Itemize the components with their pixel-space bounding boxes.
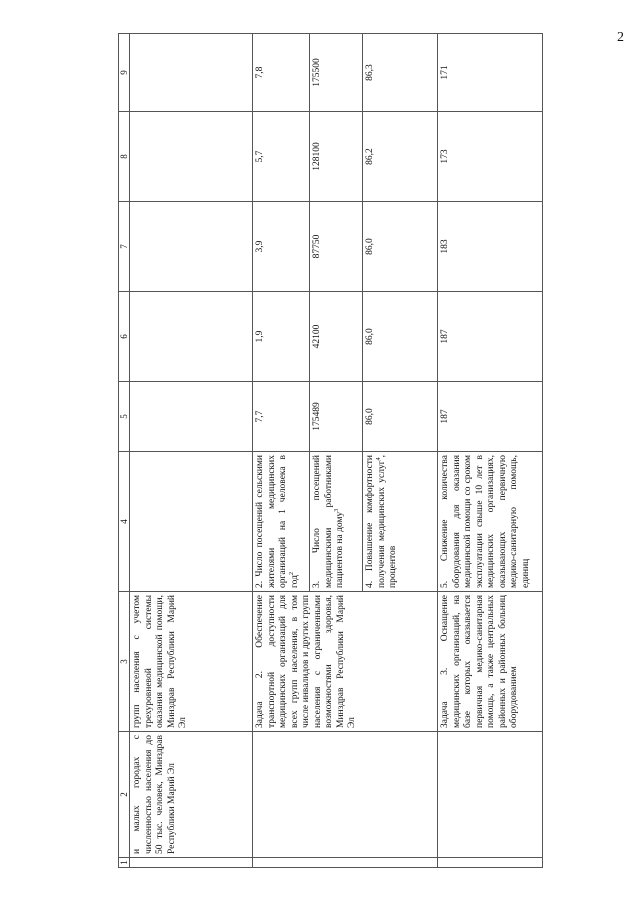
cell-responsible bbox=[438, 732, 543, 858]
cell-value bbox=[130, 34, 253, 112]
cell-indicator bbox=[130, 452, 253, 592]
table-row bbox=[438, 34, 543, 868]
cell-value: 175489 bbox=[310, 382, 363, 452]
page-number: 2 bbox=[617, 30, 624, 45]
cell-value: 87750 bbox=[310, 202, 363, 292]
col-header-5: 5 bbox=[119, 382, 130, 452]
footnote-mark: 4 bbox=[375, 457, 382, 461]
indicator-text: 4. Повышение комфортности получения медицинских услуг bbox=[365, 455, 387, 588]
cell-value: 7,7 bbox=[253, 382, 310, 452]
cell-value: 3,9 bbox=[253, 202, 310, 292]
cell-value: 42100 bbox=[310, 292, 363, 382]
cell-value: 183 bbox=[438, 202, 543, 292]
cell-value: 128100 bbox=[310, 112, 363, 202]
cell-c1 bbox=[130, 858, 253, 868]
cell-value: 86,0 bbox=[363, 292, 438, 382]
cell-value bbox=[130, 292, 253, 382]
col-header-3: 3 bbox=[119, 592, 130, 732]
cell-value: 86,3 bbox=[363, 34, 438, 112]
indicator-text: 3. Число посещений медицинскими работниками пациентов на дому bbox=[312, 455, 345, 588]
cell-responsible: и малых городах с численностью населения до 50 тыс. человек, Минздрав Республики Марий Эл bbox=[130, 732, 253, 858]
col-header-2: 2 bbox=[119, 732, 130, 858]
col-header-6: 6 bbox=[119, 292, 130, 382]
col-header-1: 1 bbox=[119, 858, 130, 868]
col-header-7: 7 bbox=[119, 202, 130, 292]
footnote-mark: 2 bbox=[288, 572, 295, 576]
cell-value bbox=[130, 112, 253, 202]
cell-value: 7,8 bbox=[253, 34, 310, 112]
cell-value: 173 bbox=[438, 112, 543, 202]
cell-value: 171 bbox=[438, 34, 543, 112]
indicator-text: 2. Число посещений сельскими жителями медицинских организаций на 1 человека в год bbox=[255, 455, 300, 588]
indicator-unit: , процентов bbox=[376, 455, 398, 588]
cell-c1 bbox=[438, 858, 543, 868]
cell-c1 bbox=[253, 858, 438, 868]
cell-value bbox=[130, 382, 253, 452]
cell-value: 5,7 bbox=[253, 112, 310, 202]
col-header-4: 4 bbox=[119, 452, 130, 592]
cell-value bbox=[130, 202, 253, 292]
indicator-table bbox=[118, 33, 543, 868]
cell-task: групп населения с учетом трехуровневой системы оказания медицинской помощи, Минздрав Республики Марий Эл bbox=[130, 592, 253, 732]
cell-responsible bbox=[253, 732, 438, 858]
cell-value: 86,0 bbox=[363, 382, 438, 452]
cell-value: 86,2 bbox=[363, 112, 438, 202]
cell-value: 86,0 bbox=[363, 202, 438, 292]
cell-value: 1,9 bbox=[253, 292, 310, 382]
rotated-table-container bbox=[118, 34, 638, 868]
header-row bbox=[119, 34, 130, 868]
cell-indicator bbox=[253, 452, 310, 592]
table-row bbox=[253, 34, 310, 868]
table-row bbox=[130, 34, 253, 868]
footnote-mark: 3 bbox=[333, 508, 340, 512]
cell-task: Задача 2. Обеспечение транспортной доступности медицинских организаций для всех групп населения, в том числе инвалидов и других групп населения с ограниченными возможностями здоровья, Минздрав Республики Марий Эл bbox=[253, 592, 438, 732]
col-header-9: 9 bbox=[119, 34, 130, 112]
cell-value: 187 bbox=[438, 292, 543, 382]
col-header-8: 8 bbox=[119, 112, 130, 202]
cell-indicator: 5. Снижение количества оборудования для оказания медицинской помощи со сроком эксплуатации свыше 10 лет в медицинских организациях, оказывающих первичную медико-санитарную помощь, единиц bbox=[438, 452, 543, 592]
cell-value: 187 bbox=[438, 382, 543, 452]
cell-indicator bbox=[363, 452, 438, 592]
cell-task: Задача 3. Оснащение медицинских организаций, на базе которых оказывается первичная медико-санитарная помощь, а также центральных районных и районных больниц оборудованием bbox=[438, 592, 543, 732]
cell-value: 175500 bbox=[310, 34, 363, 112]
cell-indicator bbox=[310, 452, 363, 592]
